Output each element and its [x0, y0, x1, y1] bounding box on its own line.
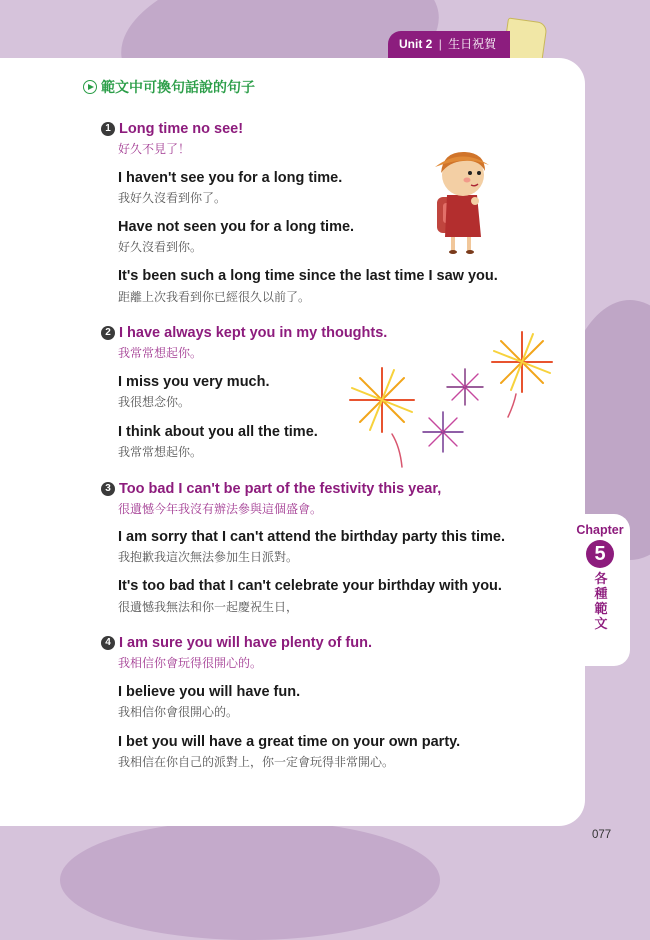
- example-en: I bet you will have a great time on your own party.: [118, 734, 461, 750]
- example-en: I am sorry that I can't attend the birthday party this time.: [118, 529, 505, 545]
- play-icon: [83, 80, 97, 94]
- example-en: I haven't see you for a long time.: [118, 170, 343, 186]
- item-title-en: I have always kept you in my thoughts.: [119, 325, 388, 341]
- item-1-heading: [101, 121, 243, 137]
- example-zh: 我相信在你自己的派對上，你一定會玩得非常開心。: [118, 755, 395, 769]
- chapter-number: 5: [586, 540, 614, 568]
- item-title-zh: 好久不見了！: [118, 142, 191, 156]
- example-en: I believe you will have fun.: [118, 684, 301, 700]
- item-title-en: I am sure you will have plenty of fun.: [119, 635, 372, 651]
- example-en: Have not seen you for a long time.: [118, 219, 355, 235]
- example-zh: 我好久沒看到你了。: [118, 191, 227, 205]
- example-zh: 我很想念你。: [118, 395, 191, 409]
- example-en: I think about you all the time.: [118, 424, 318, 440]
- unit-topic: 生日祝賀: [448, 37, 497, 51]
- section-title-text: 範文中可換句話說的句子: [101, 80, 255, 96]
- example-zh: 距離上次我看到你已經很久以前了。: [118, 290, 311, 304]
- example-en: I miss you very much.: [118, 374, 270, 390]
- example-zh: 我相信你會很開心的。: [118, 705, 239, 719]
- example-en: It's been such a long time since the last time I saw you.: [118, 268, 498, 284]
- header-separator: |: [438, 37, 442, 51]
- item-number-badge: 2: [101, 326, 115, 340]
- item-number-badge: 3: [101, 482, 115, 496]
- item-title-en: Too bad I can't be part of the festivity this year,: [119, 481, 442, 497]
- girl-with-backpack-illustration: [425, 145, 495, 255]
- fireworks-illustration: [340, 322, 565, 472]
- item-4-heading: [101, 635, 372, 651]
- unit-header-tab: [388, 31, 510, 58]
- example-zh: 好久沒看到你。: [118, 240, 203, 254]
- example-en: It's too bad that I can't celebrate your birthday with you.: [118, 578, 502, 594]
- background-stone-shape: [60, 820, 440, 940]
- example-zh: 我常常想起你。: [118, 445, 203, 459]
- item-number-badge: 1: [101, 122, 115, 136]
- page-number: 077: [592, 829, 612, 841]
- chapter-label: Chapter: [576, 523, 624, 537]
- example-zh: 很遺憾我無法和你一起慶祝生日，: [118, 600, 299, 614]
- item-title-zh: 很遺憾今年我沒有辦法參與這個盛會。: [118, 502, 323, 516]
- section-title: [83, 77, 255, 97]
- item-3-heading: [101, 481, 441, 497]
- unit-label: Unit 2: [399, 37, 433, 51]
- example-zh: 我抱歉我這次無法參加生日派對。: [118, 550, 299, 564]
- item-title-en: Long time no see!: [119, 121, 244, 137]
- item-title-zh: 我相信你會玩得很開心的。: [118, 656, 263, 670]
- chapter-name: 各種範文: [594, 572, 608, 632]
- item-number-badge: 4: [101, 636, 115, 650]
- item-title-zh: 我常常想起你。: [118, 346, 203, 360]
